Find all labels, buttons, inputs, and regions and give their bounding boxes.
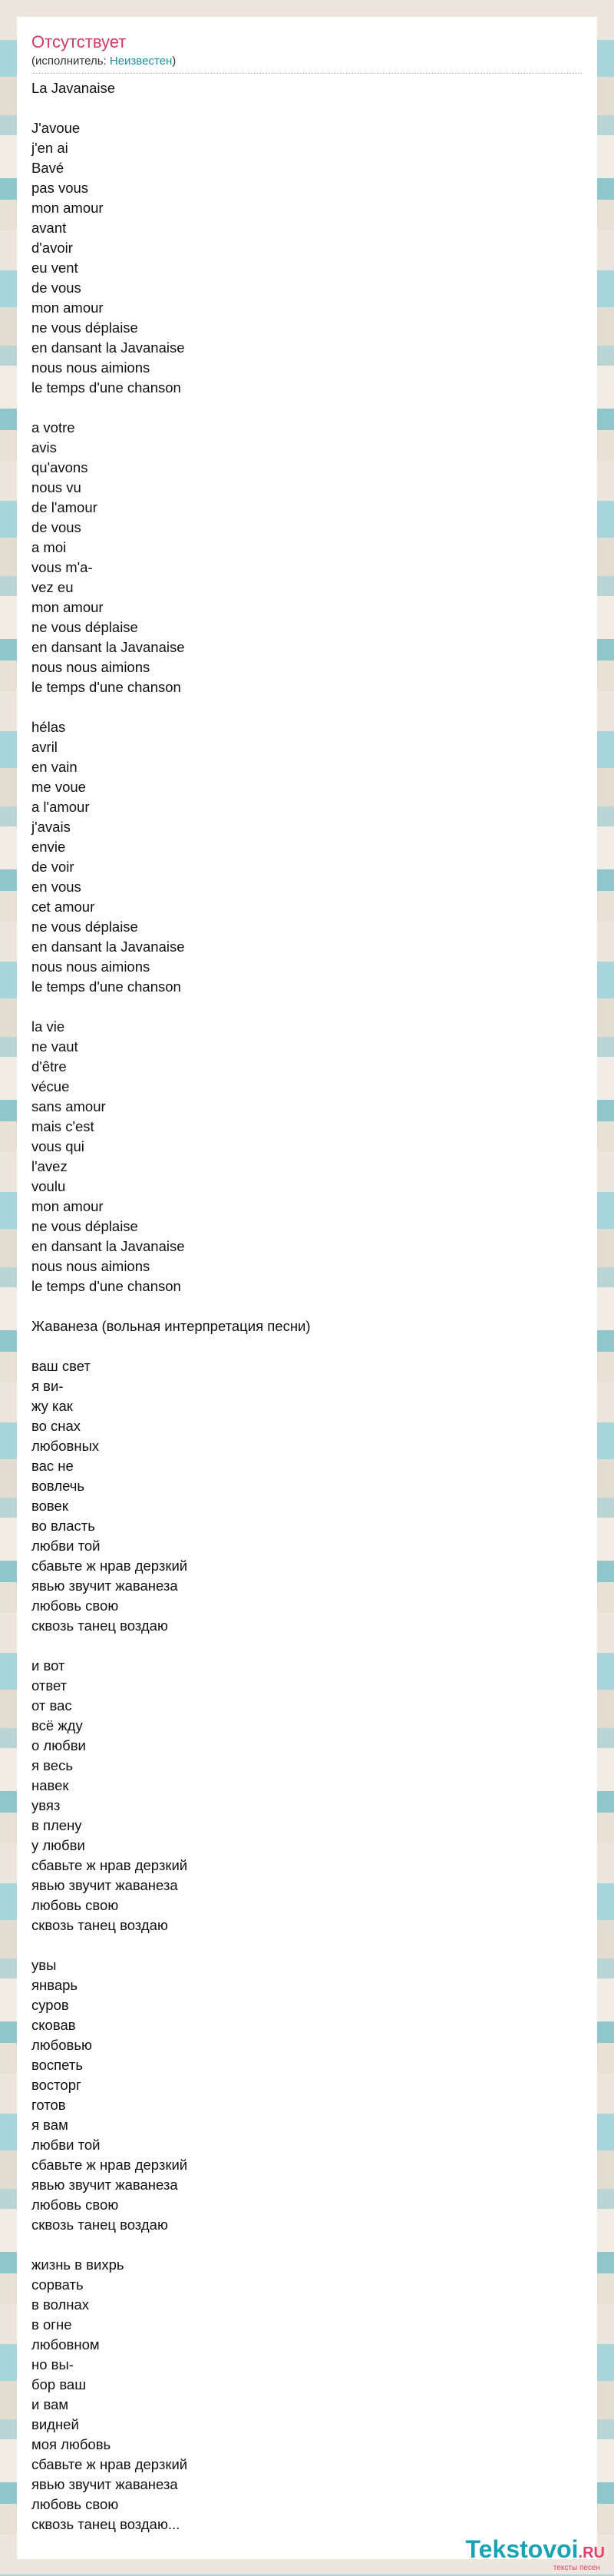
stanza-break (31, 1296, 582, 1316)
lyric-line: жизнь в вихрь (31, 2256, 124, 2273)
lyric-line: навек (31, 1777, 69, 1793)
lyric-line: vez eu (31, 579, 74, 595)
site-logo[interactable] (466, 2536, 605, 2572)
lyric-line: любовь свою (31, 2197, 119, 2213)
lyric-line: сбавьте ж нрав дерзкий (31, 2456, 188, 2472)
lyric-line: J'avoue (31, 120, 81, 136)
lyric-line: qu'avons (31, 459, 88, 475)
lyric-line: любовь свою (31, 2496, 119, 2512)
lyric-line: mais c'est (31, 1118, 94, 1134)
lyric-line: восторг (31, 2077, 81, 2093)
lyric-line: de voir (31, 859, 74, 875)
lyric-line: mon amour (31, 300, 104, 316)
lyric-line: я вам (31, 2117, 68, 2133)
lyric-line: во снах (31, 1418, 81, 1434)
lyric-line: любовных (31, 1438, 100, 1454)
lyric-line: ваш свет (31, 1358, 91, 1374)
stanza-break (31, 1336, 582, 1356)
lyric-line: nous vu (31, 479, 81, 495)
lyric-line: l'avez (31, 1158, 68, 1174)
lyric-line: avant (31, 220, 67, 236)
lyric-line: ne vous déplaise (31, 320, 138, 336)
stanza-break (31, 398, 582, 418)
lyric-line: nous nous aimions (31, 959, 150, 975)
lyric-line: вовек (31, 1498, 68, 1514)
lyric-line: vécue (31, 1078, 70, 1094)
lyric-line: явью звучит жаванеза (31, 1578, 178, 1594)
lyric-line: сквозь танец воздаю (31, 1917, 168, 1933)
lyric-line: в огне (31, 2316, 72, 2333)
lyric-line: envie (31, 839, 66, 855)
lyric-line: любовь свою (31, 1598, 119, 1614)
stanza-break (31, 697, 582, 717)
lyric-line: о любви (31, 1737, 86, 1753)
lyric-line: увы (31, 1957, 57, 1973)
lyric-line: hélas (31, 719, 66, 735)
lyric-line: воспеть (31, 2057, 83, 2073)
lyric-line: любовью (31, 2037, 92, 2053)
lyric-line: у любви (31, 1837, 85, 1853)
lyric-line: en dansant la Javanaise (31, 1238, 185, 1254)
content-panel (17, 17, 597, 2559)
lyric-line: я весь (31, 1757, 73, 1773)
lyric-line: Bavé (31, 160, 64, 176)
lyric-line: бор ваш (31, 2376, 87, 2392)
lyric-line: сбавьте ж нрав дерзкий (31, 1558, 188, 1574)
artist-line (31, 54, 582, 74)
lyric-line: сковав (31, 2017, 76, 2033)
lyric-line: j'en ai (31, 140, 68, 156)
lyric-line: pas vous (31, 180, 89, 196)
lyric-line: La Javanaise (31, 80, 116, 96)
lyric-line: d'être (31, 1058, 67, 1074)
lyric-line: моя любовь (31, 2436, 111, 2452)
lyric-line: от вас (31, 1697, 72, 1713)
lyric-line: сквозь танец воздаю (31, 2217, 168, 2233)
lyric-line: любви той (31, 1538, 101, 1554)
lyric-line: явью звучит жаванеза (31, 1877, 178, 1893)
lyric-line: de vous (31, 519, 81, 535)
lyric-line: la vie (31, 1018, 65, 1035)
lyric-line: суров (31, 1997, 69, 2013)
lyric-line: Жаванеза (вольная интерпретация песни) (31, 1318, 311, 1334)
lyric-line: любви той (31, 2137, 101, 2153)
lyric-line: я ви- (31, 1378, 64, 1394)
logo-name: Tekstovoi (465, 2535, 579, 2563)
lyric-line: vous qui (31, 1138, 84, 1154)
stanza-break (31, 997, 582, 1017)
lyric-line: январь (31, 1977, 78, 1993)
lyric-line: в волнах (31, 2296, 90, 2313)
lyric-line: но вы- (31, 2356, 74, 2372)
lyric-line: вас не (31, 1458, 74, 1474)
stanza-break (31, 98, 582, 118)
lyric-line: явью звучит жаванеза (31, 2177, 178, 2193)
page-title: Отсутствует (31, 32, 127, 51)
lyric-line: cet amour (31, 899, 95, 915)
lyric-line: j'avais (31, 819, 71, 835)
stanza-break (31, 1636, 582, 1656)
lyric-line: le temps d'une chanson (31, 679, 181, 695)
lyric-line: видней (31, 2416, 79, 2432)
lyric-line: в плену (31, 1817, 82, 1833)
lyric-line: всё жду (31, 1717, 83, 1733)
stanza-break (31, 1935, 582, 1955)
lyric-line: ne vous déplaise (31, 919, 138, 935)
lyric-line: явью звучит жаванеза (31, 2476, 178, 2492)
lyric-line: ne vaut (31, 1038, 78, 1055)
lyric-line: сбавьте ж нрав дерзкий (31, 1857, 188, 1873)
lyric-line: и вам (31, 2396, 69, 2412)
lyric-line: mon amour (31, 1198, 104, 1214)
lyric-line: a l'amour (31, 799, 90, 815)
lyric-line: и вот (31, 1657, 65, 1674)
lyric-line: en vous (31, 879, 81, 895)
lyric-line: ne vous déplaise (31, 1218, 138, 1234)
lyric-line: сбавьте ж нрав дерзкий (31, 2157, 188, 2173)
lyric-line: d'avoir (31, 240, 73, 256)
lyric-line: любовь свою (31, 1897, 119, 1913)
lyric-line: mon amour (31, 599, 104, 615)
lyric-line: voulu (31, 1178, 66, 1194)
lyric-line: le temps d'une chanson (31, 978, 181, 995)
lyric-line: me voue (31, 779, 86, 795)
lyric-line: sans amour (31, 1098, 106, 1114)
lyric-line: vous m'a- (31, 559, 93, 575)
lyric-line: de vous (31, 280, 81, 296)
lyric-line: увяз (31, 1797, 61, 1813)
artist-prefix: (исполнитель: (31, 55, 110, 68)
lyric-line: en dansant la Javanaise (31, 939, 185, 955)
lyric-line: любовном (31, 2336, 100, 2353)
lyric-line: de l'amour (31, 499, 97, 515)
lyric-line: a votre (31, 419, 75, 435)
lyric-line: nous nous aimions (31, 359, 150, 376)
lyric-line: avis (31, 439, 57, 455)
lyric-line: en vain (31, 759, 78, 775)
lyric-line: сквозь танец воздаю (31, 1617, 168, 1634)
logo-tagline: тексты песен (553, 2564, 600, 2572)
stanza-break (31, 2235, 582, 2255)
lyric-line: во власть (31, 1518, 95, 1534)
lyric-line: mon amour (31, 200, 104, 216)
lyric-line: eu vent (31, 260, 78, 276)
artist-link[interactable]: Неизвестен (109, 55, 173, 68)
lyric-line: nous nous aimions (31, 1258, 150, 1274)
lyric-line: en dansant la Javanaise (31, 339, 185, 356)
logo-wordmark (466, 2536, 605, 2566)
lyric-line: nous nous aimions (31, 659, 150, 675)
lyric-line: вовлечь (31, 1478, 85, 1494)
lyric-line: a moi (31, 539, 67, 555)
lyric-line: жу как (31, 1398, 73, 1414)
lyric-line: сорвать (31, 2276, 84, 2293)
lyric-line: le temps d'une chanson (31, 1278, 181, 1294)
lyric-line: ответ (31, 1677, 68, 1694)
lyrics-text (31, 78, 582, 2535)
lyric-line: ne vous déplaise (31, 619, 138, 635)
lyric-line: le temps d'une chanson (31, 379, 181, 396)
lyric-line: сквозь танец воздаю... (31, 2516, 180, 2532)
lyric-line: готов (31, 2097, 66, 2113)
lyric-line: avril (31, 739, 58, 755)
logo-tld: .RU (578, 2545, 605, 2561)
lyric-line: en dansant la Javanaise (31, 639, 185, 655)
artist-suffix: ) (172, 55, 177, 68)
